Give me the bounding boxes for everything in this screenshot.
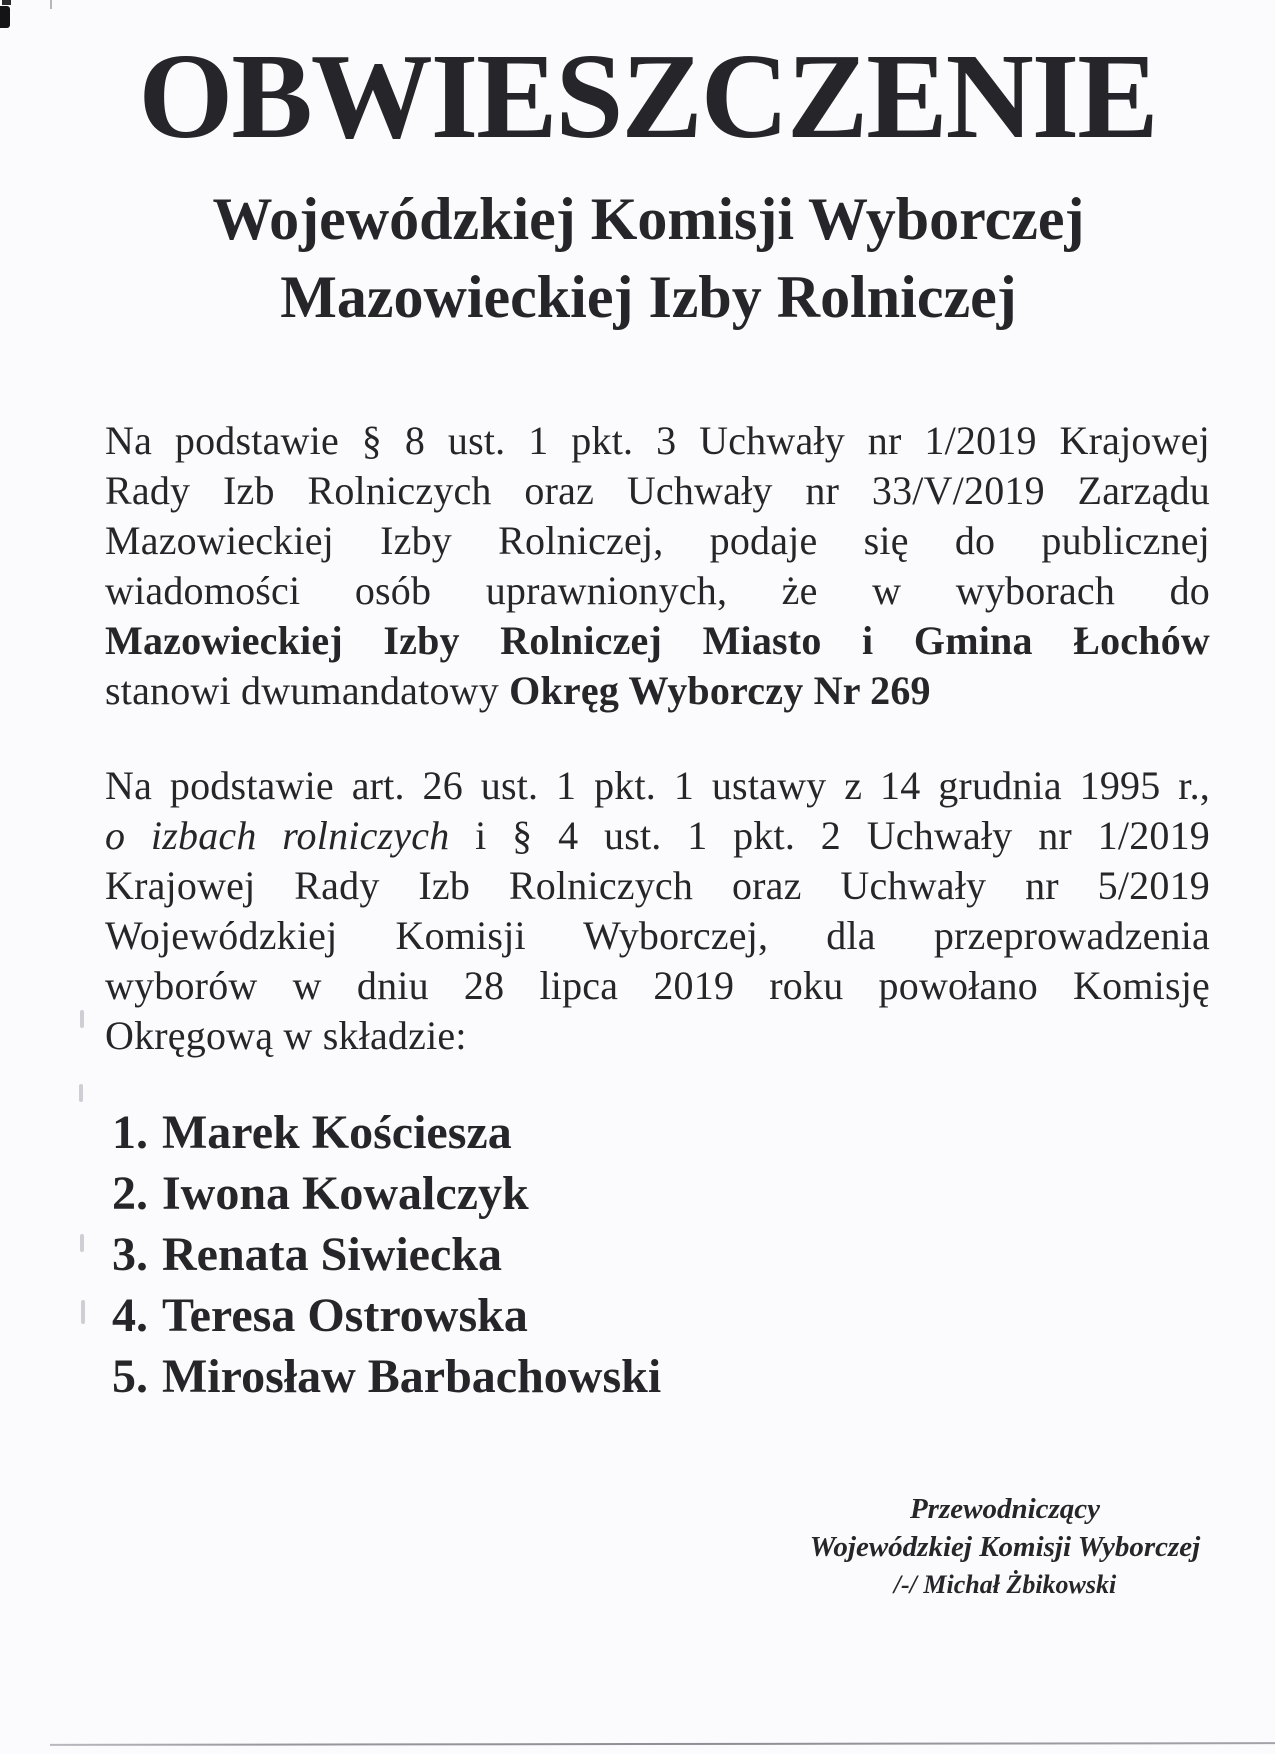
paragraph-line xyxy=(105,466,1210,516)
member-name: Mirosław Barbachowski xyxy=(162,1350,662,1403)
paragraph-line xyxy=(105,1011,1210,1061)
scan-artifact-corner-blob xyxy=(0,6,10,28)
member-number: 2. xyxy=(112,1167,148,1220)
paragraph-line xyxy=(105,516,1210,566)
subtitle-line-1: Wojewódzkiej Komisji Wyborczej xyxy=(212,186,1085,252)
text-segment: Krajowej Rady Izb Rolniczych oraz Uchwały nr 5/2019 xyxy=(105,863,1210,908)
text-segment: Okręgową w składzie: xyxy=(105,1013,467,1058)
signature-organization: Wojewódzkiej Komisji Wyborczej xyxy=(809,1531,1201,1563)
paragraph-line xyxy=(105,566,1210,616)
text-segment: Wojewódzkiej Komisji Wyborczej, dla przeprowadzenia xyxy=(105,913,1210,958)
text-segment: Rady Izb Rolniczych oraz Uchwały nr 33/V/2019 Zarządu xyxy=(105,468,1210,513)
scan-artifact-top-tick xyxy=(50,0,52,9)
text-segment: wiadomości osób uprawnionych, że w wyborach do xyxy=(105,568,1210,613)
member-name: Renata Siwiecka xyxy=(162,1228,502,1281)
scan-artifact-bottom-edge xyxy=(50,1742,1275,1746)
signature-role: Przewodniczący xyxy=(909,1493,1101,1525)
text-segment: i § 4 ust. 1 pkt. 2 Uchwały nr 1/2019 xyxy=(449,813,1210,858)
scan-artifact-speck xyxy=(79,1084,83,1102)
member-name: Teresa Ostrowska xyxy=(162,1289,528,1342)
committee-member-item xyxy=(112,1346,661,1407)
member-number: 4. xyxy=(112,1289,148,1342)
subtitle-line-2: Mazowieckiej Izby Rolniczej xyxy=(280,264,1017,330)
committee-member-item xyxy=(112,1102,661,1163)
document-title: OBWIESZCZENIE xyxy=(138,29,1157,164)
scan-artifact-speck xyxy=(80,1010,84,1028)
signature-block xyxy=(770,1490,1240,1604)
text-segment: Mazowieckiej Izby Rolniczej Miasto i Gmina Łochów xyxy=(105,618,1210,663)
member-number: 1. xyxy=(112,1106,148,1159)
member-number: 3. xyxy=(112,1228,148,1281)
text-segment: Mazowieckiej Izby Rolniczej, podaje się do publicznej xyxy=(105,518,1210,563)
committee-member-item xyxy=(112,1224,661,1285)
signature-name: /-/ Michał Żbikowski xyxy=(893,1570,1117,1599)
paragraph-line xyxy=(105,416,1210,466)
paragraph-line xyxy=(105,761,1210,811)
paragraph-line xyxy=(105,911,1210,961)
paragraph-legal-basis-commission xyxy=(105,761,1210,1061)
document-subtitle xyxy=(22,180,1275,336)
paragraph-legal-basis-district xyxy=(105,416,1210,716)
committee-member-item xyxy=(112,1163,661,1224)
paragraph-line xyxy=(105,811,1210,861)
paragraph-line xyxy=(105,861,1210,911)
scan-artifact-corner-dash xyxy=(2,0,11,5)
committee-member-item xyxy=(112,1285,661,1346)
text-segment: o izbach rolniczych xyxy=(105,813,450,858)
committee-member-list xyxy=(112,1102,661,1407)
paragraph-line xyxy=(105,666,1210,716)
member-number: 5. xyxy=(112,1350,148,1403)
text-segment: stanowi dwumandatowy xyxy=(105,668,510,713)
member-name: Marek Kościesza xyxy=(162,1106,512,1159)
paragraph-line xyxy=(105,616,1210,666)
scan-artifact-speck xyxy=(81,1300,85,1324)
member-name: Iwona Kowalczyk xyxy=(162,1167,529,1220)
paragraph-line xyxy=(105,961,1210,1011)
scan-artifact-speck xyxy=(80,1234,84,1252)
text-segment: Okręg Wyborczy Nr 269 xyxy=(509,668,931,713)
text-segment: Na podstawie § 8 ust. 1 pkt. 3 Uchwały nr 1/2019 Krajowej xyxy=(105,418,1210,463)
text-segment: wyborów w dniu 28 lipca 2019 roku powołano Komisję xyxy=(105,963,1210,1008)
text-segment: Na podstawie art. 26 ust. 1 pkt. 1 ustawy z 14 grudnia 1995 r., xyxy=(105,763,1210,808)
